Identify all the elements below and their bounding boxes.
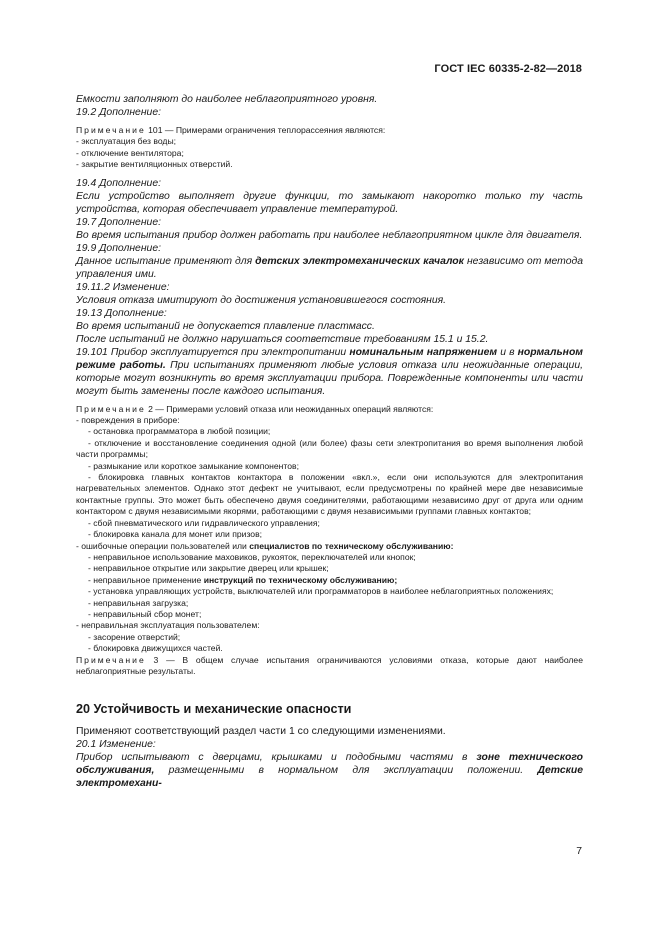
page-number: 7 — [576, 846, 582, 857]
subsection-label: 19.11.2 Изменение: — [76, 281, 170, 293]
paragraph: Если устройство выполняет другие функции, то замыкают накоротко только ту часть устройства, которая обеспечивает управление температурой. — [76, 190, 583, 215]
note-101 — [76, 125, 583, 171]
note-3 — [76, 655, 583, 678]
list-item: - сбой пневматического или гидравлического управления; — [88, 517, 320, 528]
paragraph: 19.101 Прибор эксплуатируется при электропитании номинальным напряжением и в нормальном режиме работы. При испытаниях применяют любые условия отказа или неожиданные операции, которые могут возникнуть во время эксплуатации прибора. Поврежденные компоненты или части могут быть заменены после каждого испытания. — [76, 346, 584, 397]
section-title: 20 Устойчивость и механические опасности — [76, 702, 352, 717]
list-item: - эксплуатация без воды; — [76, 136, 177, 147]
subsection-label: 19.7 Дополнение: — [76, 216, 161, 228]
note-text: 3 — В общем случае испытания ограничиваются условиями отказа, которые дают наиболее неблагоприятные результаты. — [76, 654, 583, 676]
list-item: - блокировка движущихся частей. — [88, 643, 223, 654]
list-item: - неправильный сбор монет; — [88, 608, 202, 619]
paragraph: Условия отказа имитируют до достижения установившегося состояния. — [76, 294, 447, 306]
paragraph: Применяют соответствующий раздел части 1 со следующими изменениями. — [76, 726, 446, 738]
list-item: - остановка программатора в любой позиции; — [88, 426, 271, 437]
note-prefix: Примечание — [76, 125, 146, 135]
list-item: - засорение отверстий; — [88, 631, 181, 642]
text-line: Емкости заполняют до наиболее неблагоприятного уровня. — [76, 94, 378, 105]
note-text: 2 — Примерами условий отказа или неожиданных операций являются: — [145, 403, 434, 414]
subsection-label: 20.1 Изменение: — [76, 739, 156, 751]
note-prefix: Примечание — [76, 654, 146, 665]
list-item: - блокировка главных контактов контактора в положении «вкл.», если они используются для электропитания нагревательных элементов. Однако этот дефект не учитывают, если предусмотрены по крайней мере две независимые контактные группы. Это может быть обеспечено двумя соединителями, работающими независимо друг от друга или одним контактором с двумя независимыми якорями, работающими с двумя независимыми группами главных контактов; — [76, 472, 583, 517]
list-item: - отключение и восстановление соединения одной (или более) фазы сети электропитания во время выполнения любой части программы; — [76, 437, 583, 460]
page-content — [76, 93, 583, 790]
list-item: - повреждения в приборе: — [76, 415, 180, 426]
paragraph: Данное испытание применяют для детских электромеханических качалок независимо от метода управления ими. — [76, 255, 583, 280]
list-item: - установка управляющих устройств, выключателей или программаторов в наиболее неблагоприятных положениях; — [88, 586, 554, 597]
subsection-label: 19.2 Дополнение: — [76, 107, 161, 118]
list-item: - закрытие вентиляционных отверстий. — [76, 159, 233, 170]
list-item: - неправильная загрузка; — [88, 597, 189, 608]
subsection-label: 19.4 Дополнение: — [76, 177, 161, 189]
list-item: - неправильное открытие или закрытие дверец или крышек; — [88, 563, 329, 574]
list-item: - неправильное применение инструкций по техническому обслуживанию; — [88, 574, 398, 585]
subsection-label: 19.9 Дополнение: — [76, 242, 161, 254]
document-header: ГОСТ IEC 60335-2-82—2018 — [434, 63, 582, 75]
note-prefix: Примечание — [76, 403, 146, 414]
paragraph: После испытаний не должно нарушаться соответствие требованиям 15.1 и 15.2. — [76, 333, 489, 345]
list-item: - неправильное использование маховиков, рукояток, переключателей или кнопок; — [88, 551, 416, 562]
paragraph: Во время испытания прибор должен работать при наиболее неблагоприятном цикле для двигателя. — [76, 229, 583, 241]
list-item: - ошибочные операции пользователей или специалистов по техническому обслуживанию: — [76, 540, 454, 551]
note-2 — [76, 404, 583, 655]
list-item: - размыкание или короткое замыкание компонентов; — [88, 460, 299, 471]
paragraph: Прибор испытывают с дверцами, крышками и подобными частями в зоне технического обслуживания, размещенными в нормальном для эксплуатации положении. Детские электромехани- — [76, 752, 583, 790]
paragraph: Во время испытаний не допускается плавление пластмасс. — [76, 320, 375, 332]
note-text: 101 — Примерами ограничения теплорассеяния являются: — [145, 125, 386, 135]
subsection-label: 19.13 Дополнение: — [76, 307, 167, 319]
list-item: - неправильная эксплуатация пользователем: — [76, 620, 260, 631]
list-item: - отключение вентилятора; — [76, 147, 184, 158]
list-item: - блокировка канала для монет или призов; — [88, 529, 263, 540]
